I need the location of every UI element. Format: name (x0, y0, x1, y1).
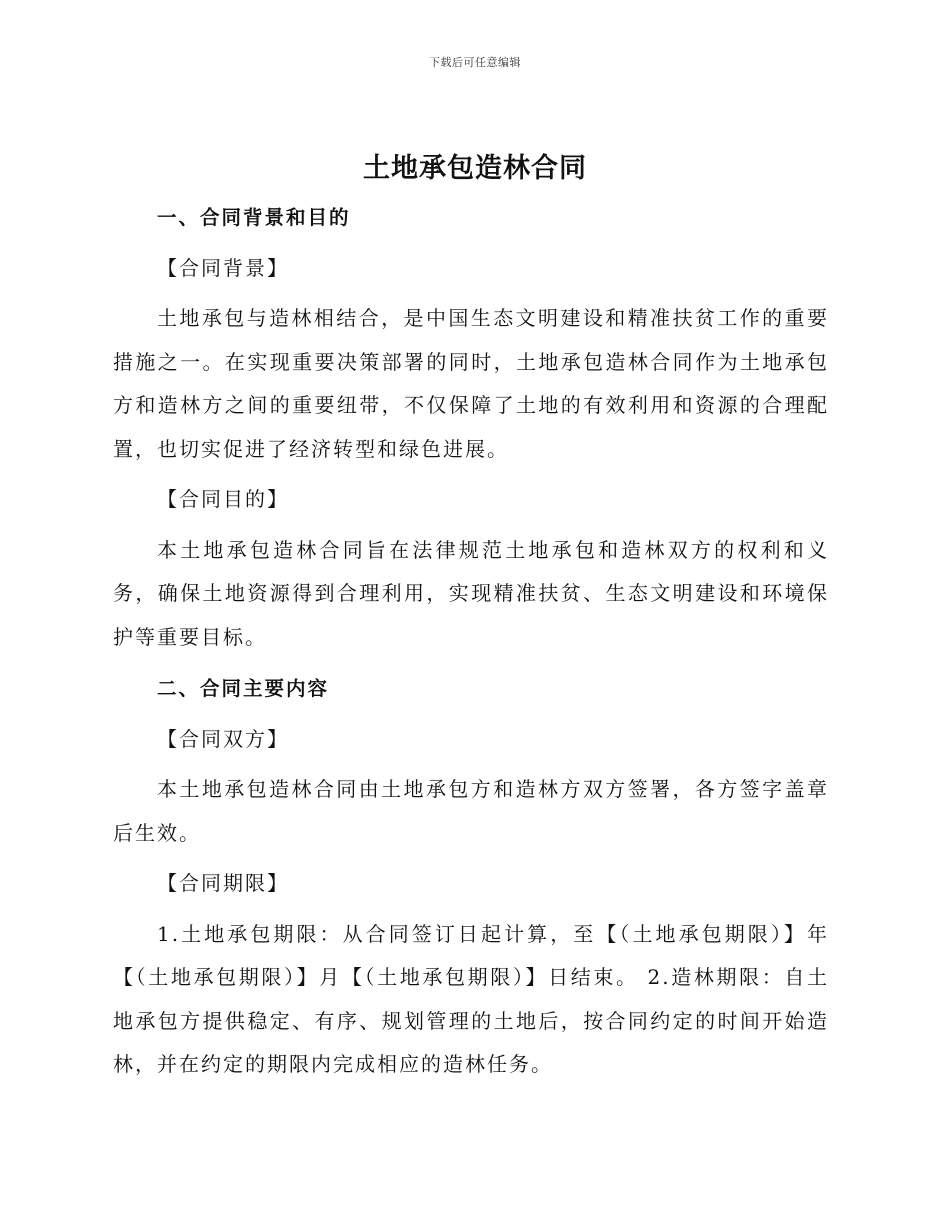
header-note: 下载后可任意编辑 (429, 56, 521, 69)
paragraph-parties: 本土地承包造林合同由土地承包方和造林方双方签署，各方签字盖章后生效。 (113, 777, 829, 845)
paragraph-purpose: 本土地承包造林合同旨在法律规范土地承包和造林双方的权利和义务，确保土地资源得到合理利用，实现精准扶贫、生态文明建设和环境保护等重要目标。 (113, 537, 829, 649)
block-label-term: 【合同期限】 (157, 871, 289, 895)
document-body (113, 196, 829, 1087)
document-title: 土地承包造林合同 (363, 153, 587, 184)
paragraph-term: 1.土地承包期限：从合同签订日起计算，至【（土地承包期限）】年【（土地承包期限）】月【（土地承包期限）】日结束。 2.造林期限：自土地承包方提供稳定、有序、规划管理的土地后，按合同约定的时间开始造林，并在约定的期限内完成相应的造林任务。 (113, 921, 829, 1076)
section-heading-background: 一、合同背景和目的 (157, 206, 351, 229)
block-label-purpose: 【合同目的】 (157, 487, 289, 511)
block-label-parties: 【合同双方】 (157, 726, 289, 751)
block-label-background: 【合同背景】 (157, 255, 289, 280)
section-heading-main-content: 二、合同主要内容 (157, 677, 330, 700)
paragraph-background: 土地承包与造林相结合，是中国生态文明建设和精准扶贫工作的重要措施之一。在实现重要决策部署的同时，土地承包造林合同作为土地承包方和造林方之间的重要纽带，不仅保障了土地的有效利用和资源的合理配置，也切实促进了经济转型和绿色进展。 (113, 306, 829, 461)
